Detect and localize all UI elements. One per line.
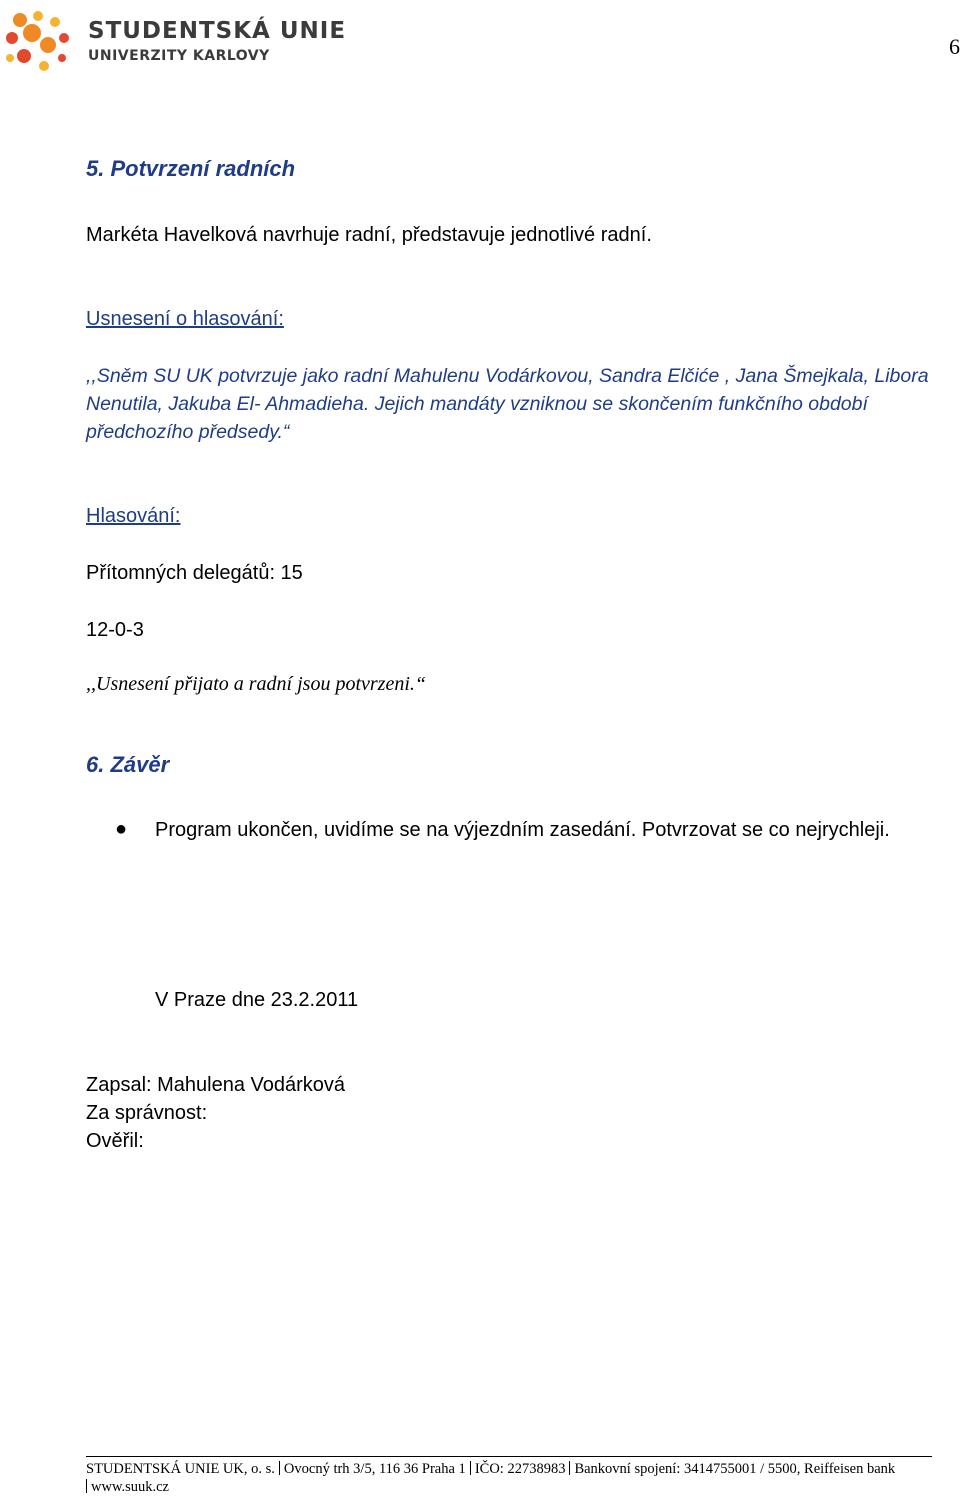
- footer-bank: Bankovní spojení: 3414755001 / 5500, Reiffeisen bank: [574, 1461, 896, 1477]
- bullet-icon: ●: [115, 818, 128, 840]
- recorded-by: Zapsal: Mahulena Vodárková: [86, 1074, 346, 1096]
- footer-web-link[interactable]: www.suuk.cz: [91, 1479, 169, 1495]
- footer-divider: [86, 1456, 932, 1457]
- section-5-heading: 5. Potvrzení radních: [86, 156, 296, 181]
- conclusion-item: Program ukončen, uvidíme se na výjezdním zasedání. Potvrzovat se co nejrychleji.: [155, 819, 890, 841]
- logo-subtitle: UNIVERZITY KARLOVY: [88, 48, 270, 64]
- footer: [86, 1460, 895, 1496]
- footer-separator: [470, 1461, 471, 1475]
- section-5-intro: Markéta Havelková navrhuje radní, představuje jednotlivé radní.: [86, 224, 652, 246]
- place-date: V Praze dne 23.2.2011: [155, 989, 359, 1011]
- footer-separator: [569, 1461, 570, 1475]
- logo-dots-icon: [0, 0, 85, 85]
- footer-separator: [86, 1479, 87, 1493]
- logo-title: STUDENTSKÁ UNIE: [88, 18, 347, 44]
- present-delegates: Přítomných delegátů: 15: [86, 562, 303, 584]
- resolution-text: ,,Sněm SU UK potvrzuje jako radní Mahulenu Vodárkovou, Sandra Elčiće , Jana Šmejkala, Libora Nenutila, Jakuba El- Ahmadieha. Jejich mandáty vzniknou se skončením funkčního období předchozího předsedy.“: [86, 365, 929, 443]
- footer-line-1: [86, 1460, 895, 1478]
- footer-separator: [279, 1461, 280, 1475]
- page-number: 6: [949, 34, 960, 59]
- vote-label: Hlasování:: [86, 505, 181, 527]
- logo: [0, 0, 347, 85]
- footer-org: STUDENTSKÁ UNIE UK, o. s.: [86, 1461, 275, 1477]
- footer-address: Ovocný trh 3/5, 116 36 Praha 1: [283, 1461, 466, 1477]
- footer-ico: IČO: 22738983: [474, 1461, 566, 1477]
- section-6-heading: 6. Závěr: [86, 752, 170, 777]
- correctness-line: Za správnost:: [86, 1102, 208, 1124]
- vote-result: 12-0-3: [86, 619, 144, 641]
- resolution-label: Usnesení o hlasování:: [86, 308, 284, 330]
- resolution-outcome: ,,Usnesení přijato a radní jsou potvrzeni.“: [86, 673, 427, 695]
- footer-line-2: [86, 1478, 895, 1496]
- verified-line: Ověřil:: [86, 1130, 144, 1152]
